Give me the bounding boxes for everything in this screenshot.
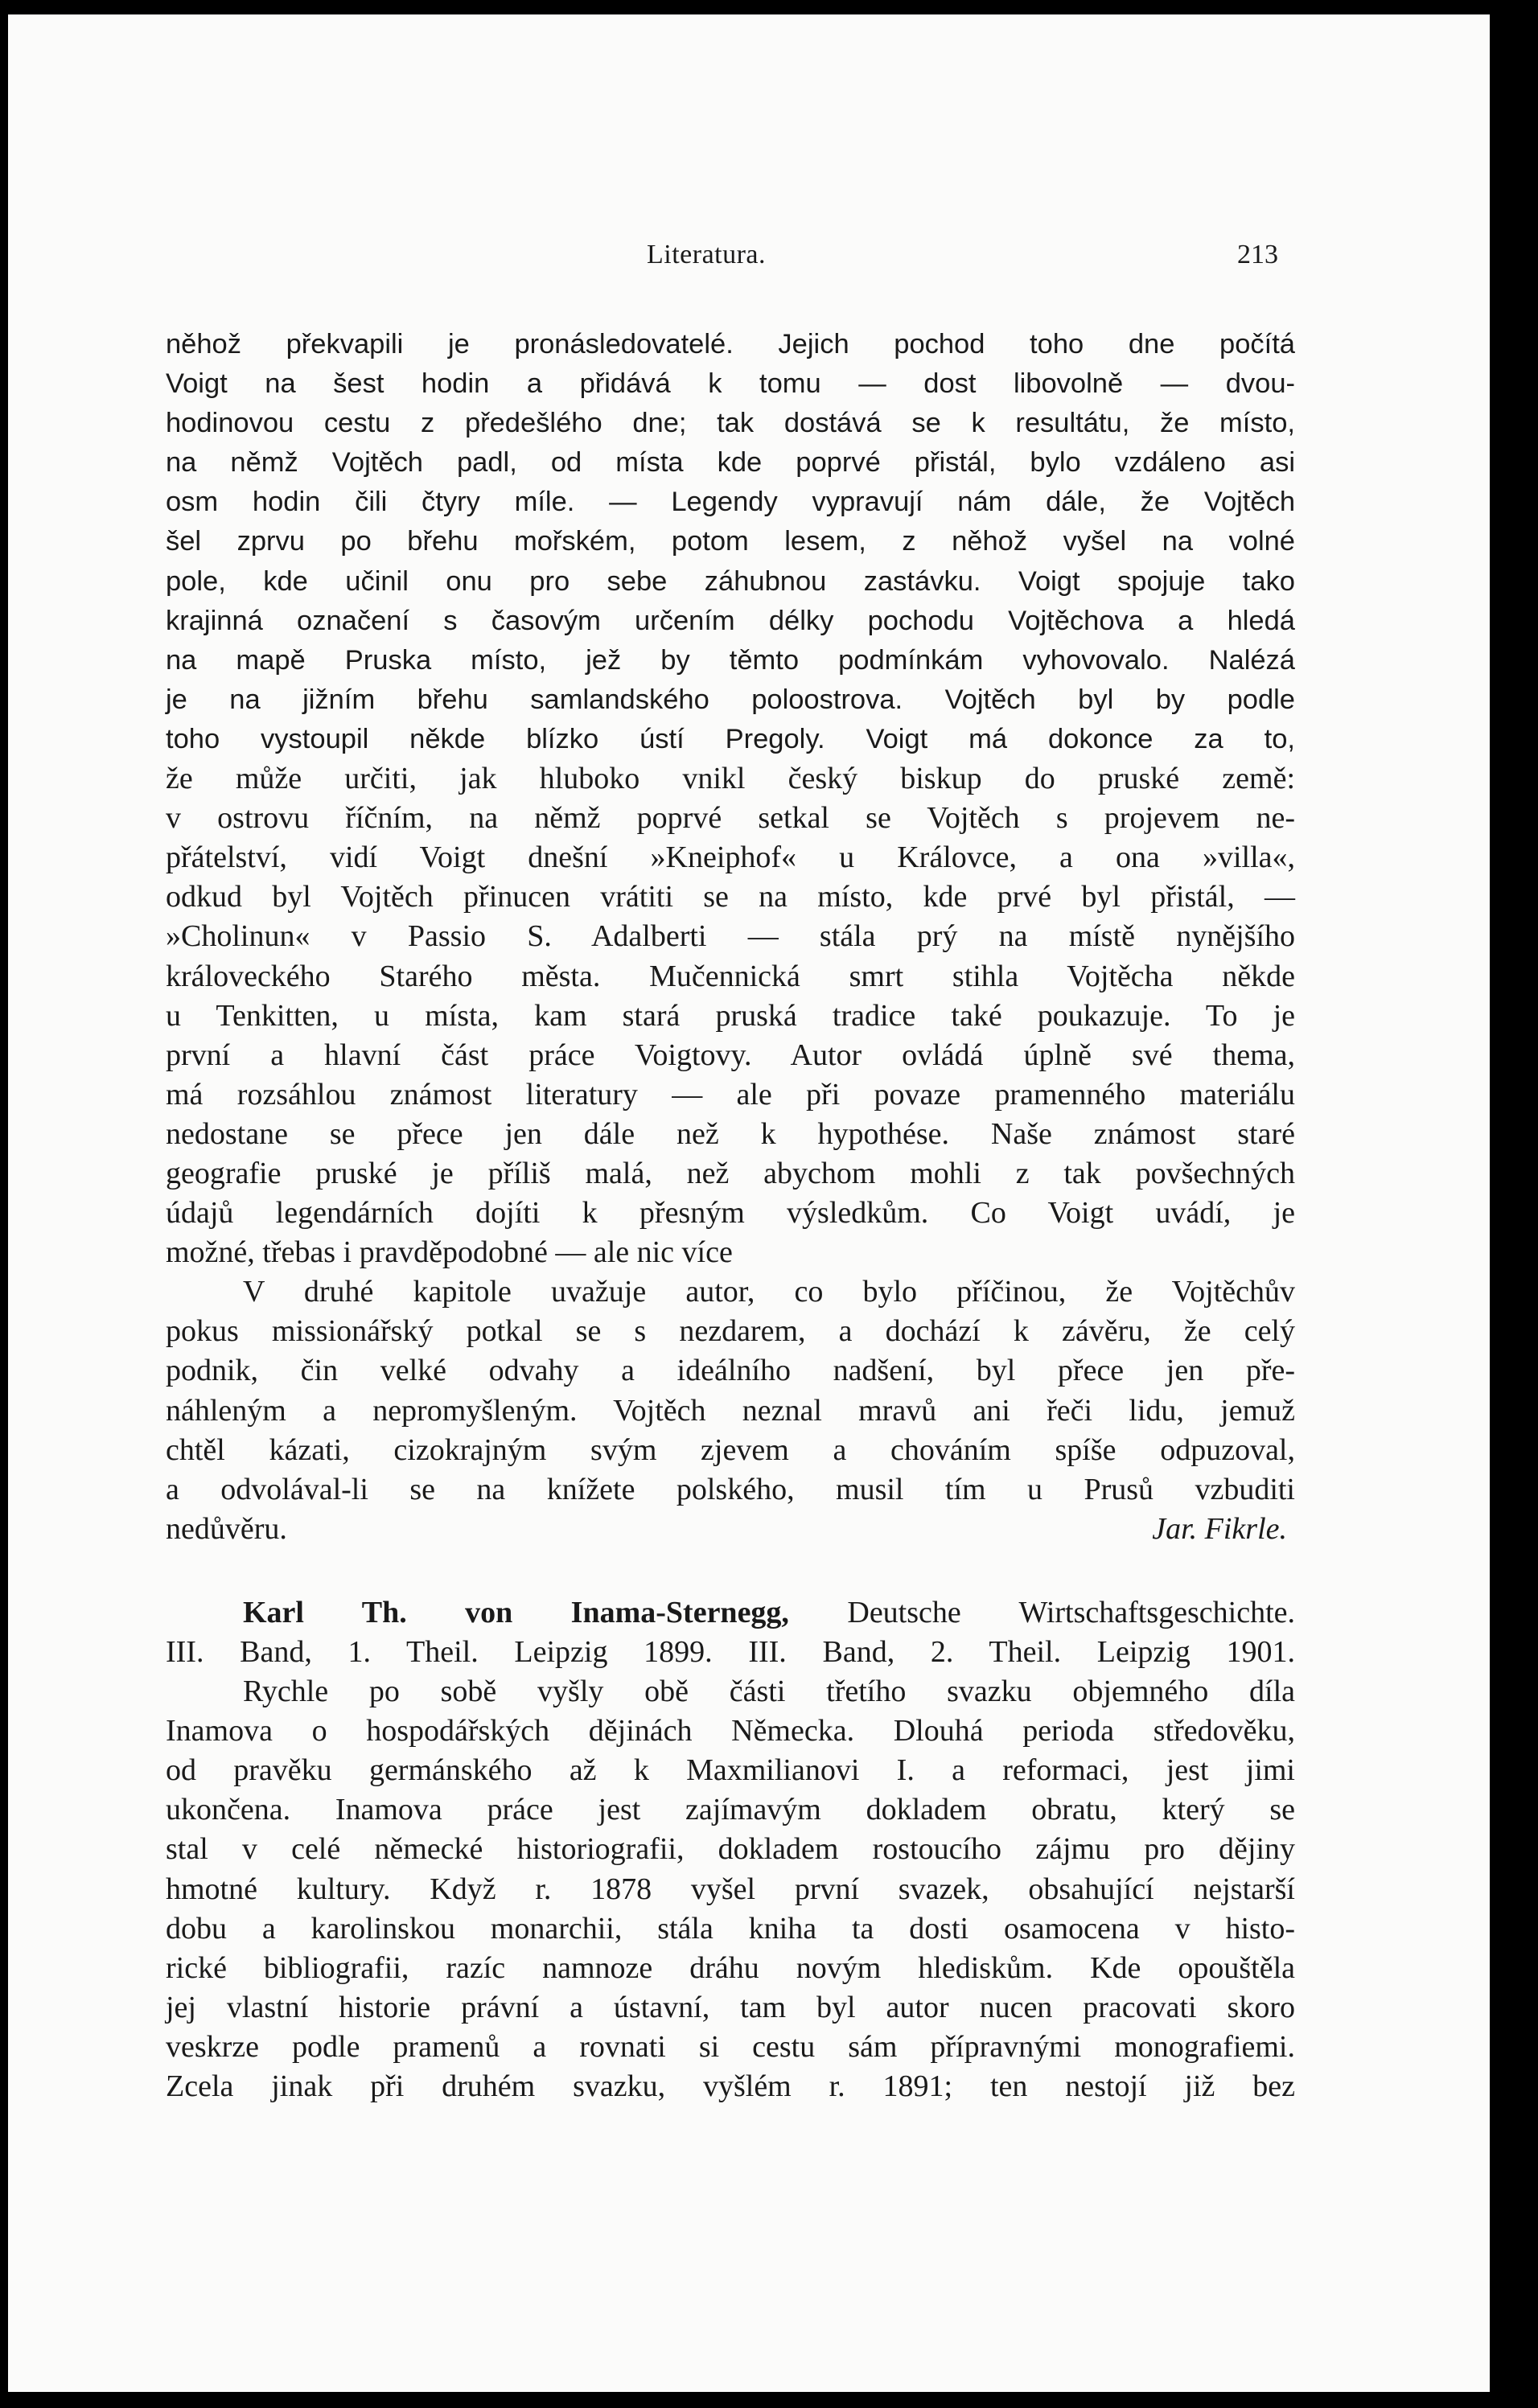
text-line: v ostrovu říčním, na němž poprvé setkal se Vojtěch s projevem ne- [166,801,1295,836]
text-line: Inamova o hospodářských dějinách Německa. Dlouhá perioda středověku, [166,1714,1295,1748]
reviewer-signature: Jar. Fikrle. [1152,1511,1287,1546]
text-line: pokus missionářský potkal se s nezdarem, a dochází k závěru, že celý [166,1314,1295,1349]
page-body [166,325,1295,2106]
closing-line [166,1510,1295,1549]
book-page [8,14,1490,2392]
text-line: jej vlastní historie právní a ústavní, tam byl autor nucen pracovati skoro [166,1990,1295,2024]
text-line: toho vystoupil někde blízko ústí Pregoly. Voigt má dokonce za to, [166,723,1295,754]
text-line: údajů legendárních dojíti k přesným výsledkům. Co Voigt uvádí, je [166,1196,1295,1231]
text-line: Zcela jinak při druhém svazku, vyšlém r. 1891; ten nestojí již bez [166,2069,1295,2104]
text-line: na mapě Pruska místo, jež by těmto podmínkám vyhovovalo. Nalézá [166,644,1295,676]
text-line: krajinná označení s časovým určením délky pochodu Vojtěchova a hledá [166,605,1295,636]
section-gap [166,1549,1295,1593]
review-voigt-continuation [166,325,1295,1549]
text-line: rické bibliografii, razíc namnoze dráhu novým hlediskům. Kde opouštěla [166,1950,1295,1985]
text-line: Rychle po sobě vyšly obě části třetího svazku objemného díla [243,1675,1295,1709]
text-line: Voigt na šest hodin a přidává k tomu — dost libovolně — dvou- [166,368,1295,400]
text-line: veskrze podle pramenů a rovnati si cestu sám přípravnými monografiemi. [166,2029,1295,2064]
text-line: pole, kde učinil onu pro sebe záhubnou zastávku. Voigt spojuje tako [166,565,1295,597]
closing-text: nedůvěru. [166,1511,287,1546]
text-line: první a hlavní část práce Voigtovy. Autor ovládá úplně své thema, [166,1038,1295,1072]
review-edition: III. Band, 1. Theil. Leipzig 1899. III. Band, 2. Theil. Leipzig 1901. [166,1635,1295,1669]
review-title: Deutsche Wirtschaftsgeschichte. [847,1595,1296,1629]
text-line: možné, třebas i pravděpodobné — ale nic více [166,1235,733,1270]
text-line: hmotné kultury. Když r. 1878 vyšel první svazek, obsahující nejstarší [166,1872,1295,1906]
text-line: náhleným a nepromyšleným. Vojtěch neznal mravů ani řeči lidu, jemuž [166,1393,1295,1428]
running-title: Literatura. [647,240,767,269]
text-line: je na jižním břehu samlandského poloostrova. Vojtěch byl by podle [166,684,1295,715]
text-line: podnik, čin velké odvahy a ideálního nadšení, byl přece jen pře- [166,1354,1295,1388]
text-line: že může určiti, jak hluboko vnikl český biskup do pruské země: [166,762,1295,796]
text-line: hodinovou cestu z předešlého dne; tak dostává se k resultátu, že místo, [166,408,1295,439]
text-line: u Tenkitten, u místa, kam stará pruská tradice také poukazuje. To je [166,998,1295,1033]
text-line: má rozsáhlou známost literatury — ale při povaze pramenného materiálu [166,1077,1295,1112]
page-number: 213 [1237,240,1278,269]
text-line: šel zprvu po břehu mořském, potom lesem, z něhož vyšel na volné [166,526,1295,557]
text-line: »Cholinun« v Passio S. Adalberti — stála prý na místě nynějšího [166,919,1295,954]
text-line: na němž Vojtěch padl, od místa kde poprvé přistál, bylo vzdáleno asi [166,447,1295,479]
text-line: královeckého Starého města. Mučennická smrt stihla Vojtěcha někde [166,959,1295,993]
text-line: ukončena. Inamova práce jest zajímavým dokladem obratu, který se [166,1793,1295,1827]
text-line: a odvolával-li se na knížete polského, musil tím u Prusů vzbuditi [166,1472,1295,1506]
text-line: chtěl kázati, cizokrajným svým zjevem a chováním spíše odpuzoval, [166,1432,1295,1467]
text-line: od pravěku germánského až k Maxmilianovi I. a reformaci, jest jimi [166,1753,1295,1788]
text-line: geografie pruské je příliš malá, než abychom mohli z tak povšechných [166,1156,1295,1190]
text-line: přátelství, vidí Voigt dnešní »Kneiphof« u Královce, a ona »villa«, [166,840,1295,875]
text-line: nedostane se přece jen dále než k hypothése. Naše známost staré [166,1116,1295,1151]
text-line: V druhé kapitole uvažuje autor, co bylo příčinou, že Vojtěchův [243,1275,1295,1309]
text-line: osm hodin čili čtyry míle. — Legendy vypravují nám dále, že Vojtěch [166,487,1295,518]
text-line: stal v celé německé historiografii, dokladem rostoucího zájmu pro dějiny [166,1832,1295,1867]
review-author: Karl Th. von Inama-Sternegg, [243,1595,789,1629]
review-inama-sternegg [166,1593,1295,2106]
text-line: odkud byl Vojtěch přinucen vrátiti se na místo, kde prvé byl přistál, — [166,880,1295,914]
text-line: něhož překvapili je pronásledovatelé. Jejich pochod toho dne počítá [166,329,1295,360]
text-line: dobu a karolinskou monarchii, stála kniha ta dosti osamocena v histo- [166,1911,1295,1946]
review-heading [166,1593,1295,1633]
